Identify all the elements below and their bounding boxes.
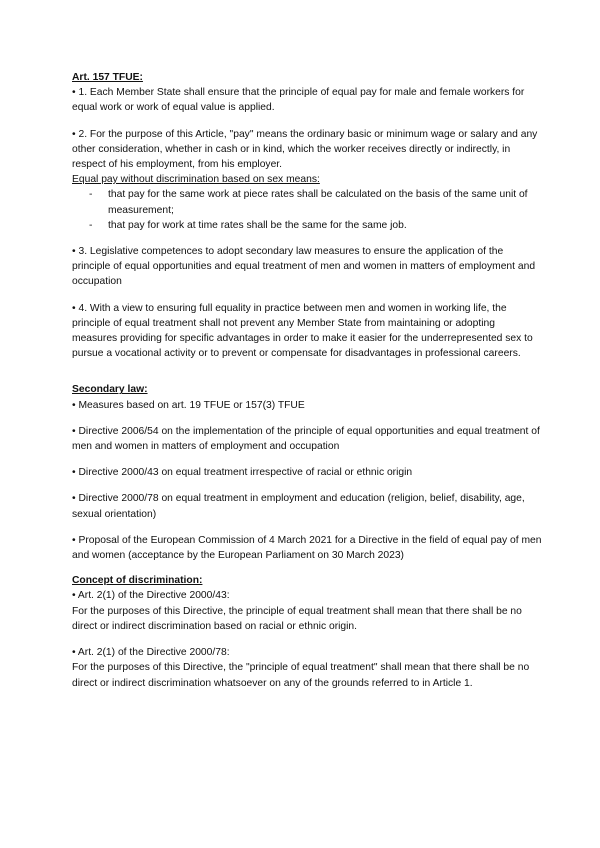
list-item	[72, 218, 542, 233]
concept-heading: Concept of discrimination:	[72, 575, 203, 587]
secondary-law-item: • Measures based on art. 19 TFUE or 157(3) TFUE	[72, 399, 305, 411]
dash-bullet: -	[89, 189, 93, 201]
art157-paragraph-1: • 1. Each Member State shall ensure that the principle of equal pay for male and female workers for equal work or work of equal value is applied.	[72, 87, 525, 114]
art157-paragraph-3: • 3. Legislative competences to adopt secondary law measures to ensure the application of the principle of equal opportunities and equal treatment of men and women in matters of employment and occupation	[72, 246, 536, 288]
equal-pay-list	[72, 187, 542, 233]
art157-paragraph-2: • 2. For the purpose of this Article, "pay" means the ordinary basic or minimum wage or salary and any other consideration, whether in cash or in kind, which the worker receives directly or indirectly, in respect of his employment, from his employer.	[72, 128, 538, 171]
secondary-law-item: • Directive 2000/43 on equal treatment irrespective of racial or ethnic origin	[72, 467, 413, 479]
dash-bullet: -	[89, 219, 93, 231]
document-page	[72, 70, 542, 691]
list-item	[72, 187, 542, 217]
concept-item-text: For the purposes of this Directive, the "principle of equal treatment" shall mean that there shall be no direct or indirect discrimination whatsoever on any of the grounds referred to in Article 1.	[72, 662, 530, 689]
secondary-law-item: • Proposal of the European Commission of 4 March 2021 for a Directive in the field of equal pay of men and women (acceptance by the European Parliament on 30 March 2023)	[72, 534, 542, 562]
list-item-text: that pay for work at time rates shall be the same for the same job.	[108, 219, 407, 231]
concept-item-title: • Art. 2(1) of the Directive 2000/78:	[72, 647, 230, 659]
concept-item-title: • Art. 2(1) of the Directive 2000/43:	[72, 590, 230, 602]
art157-heading: Art. 157 TFUE:	[72, 72, 143, 83]
concept-item-text: For the purposes of this Directive, the principle of equal treatment shall mean that there shall be no direct or indirect discrimination based on racial or ethnic origin.	[72, 605, 522, 632]
secondary-law-item: • Directive 2006/54 on the implementation of the principle of equal opportunities and equal treatment of men and women in matters of employment and occupation	[72, 425, 540, 453]
secondary-law-item: • Directive 2000/78 on equal treatment in employment and education (religion, belief, disability, age, sexual orientation)	[72, 493, 525, 520]
equal-pay-label: Equal pay without discrimination based on sex means:	[72, 174, 320, 186]
secondary-law-heading: Secondary law:	[72, 384, 148, 396]
art157-paragraph-4: • 4. With a view to ensuring full equality in practice between men and women in working life, the principle of equal treatment shall not prevent any Member State from maintaining or adopting measures providing for specific advantages in order to make it easier for the underrepresented sex to pursue a vocational activity or to prevent or compensate for disadvantages in professional careers.	[72, 302, 533, 360]
list-item-text: that pay for the same work at piece rates shall be calculated on the basis of the same unit of measurement;	[108, 189, 528, 216]
